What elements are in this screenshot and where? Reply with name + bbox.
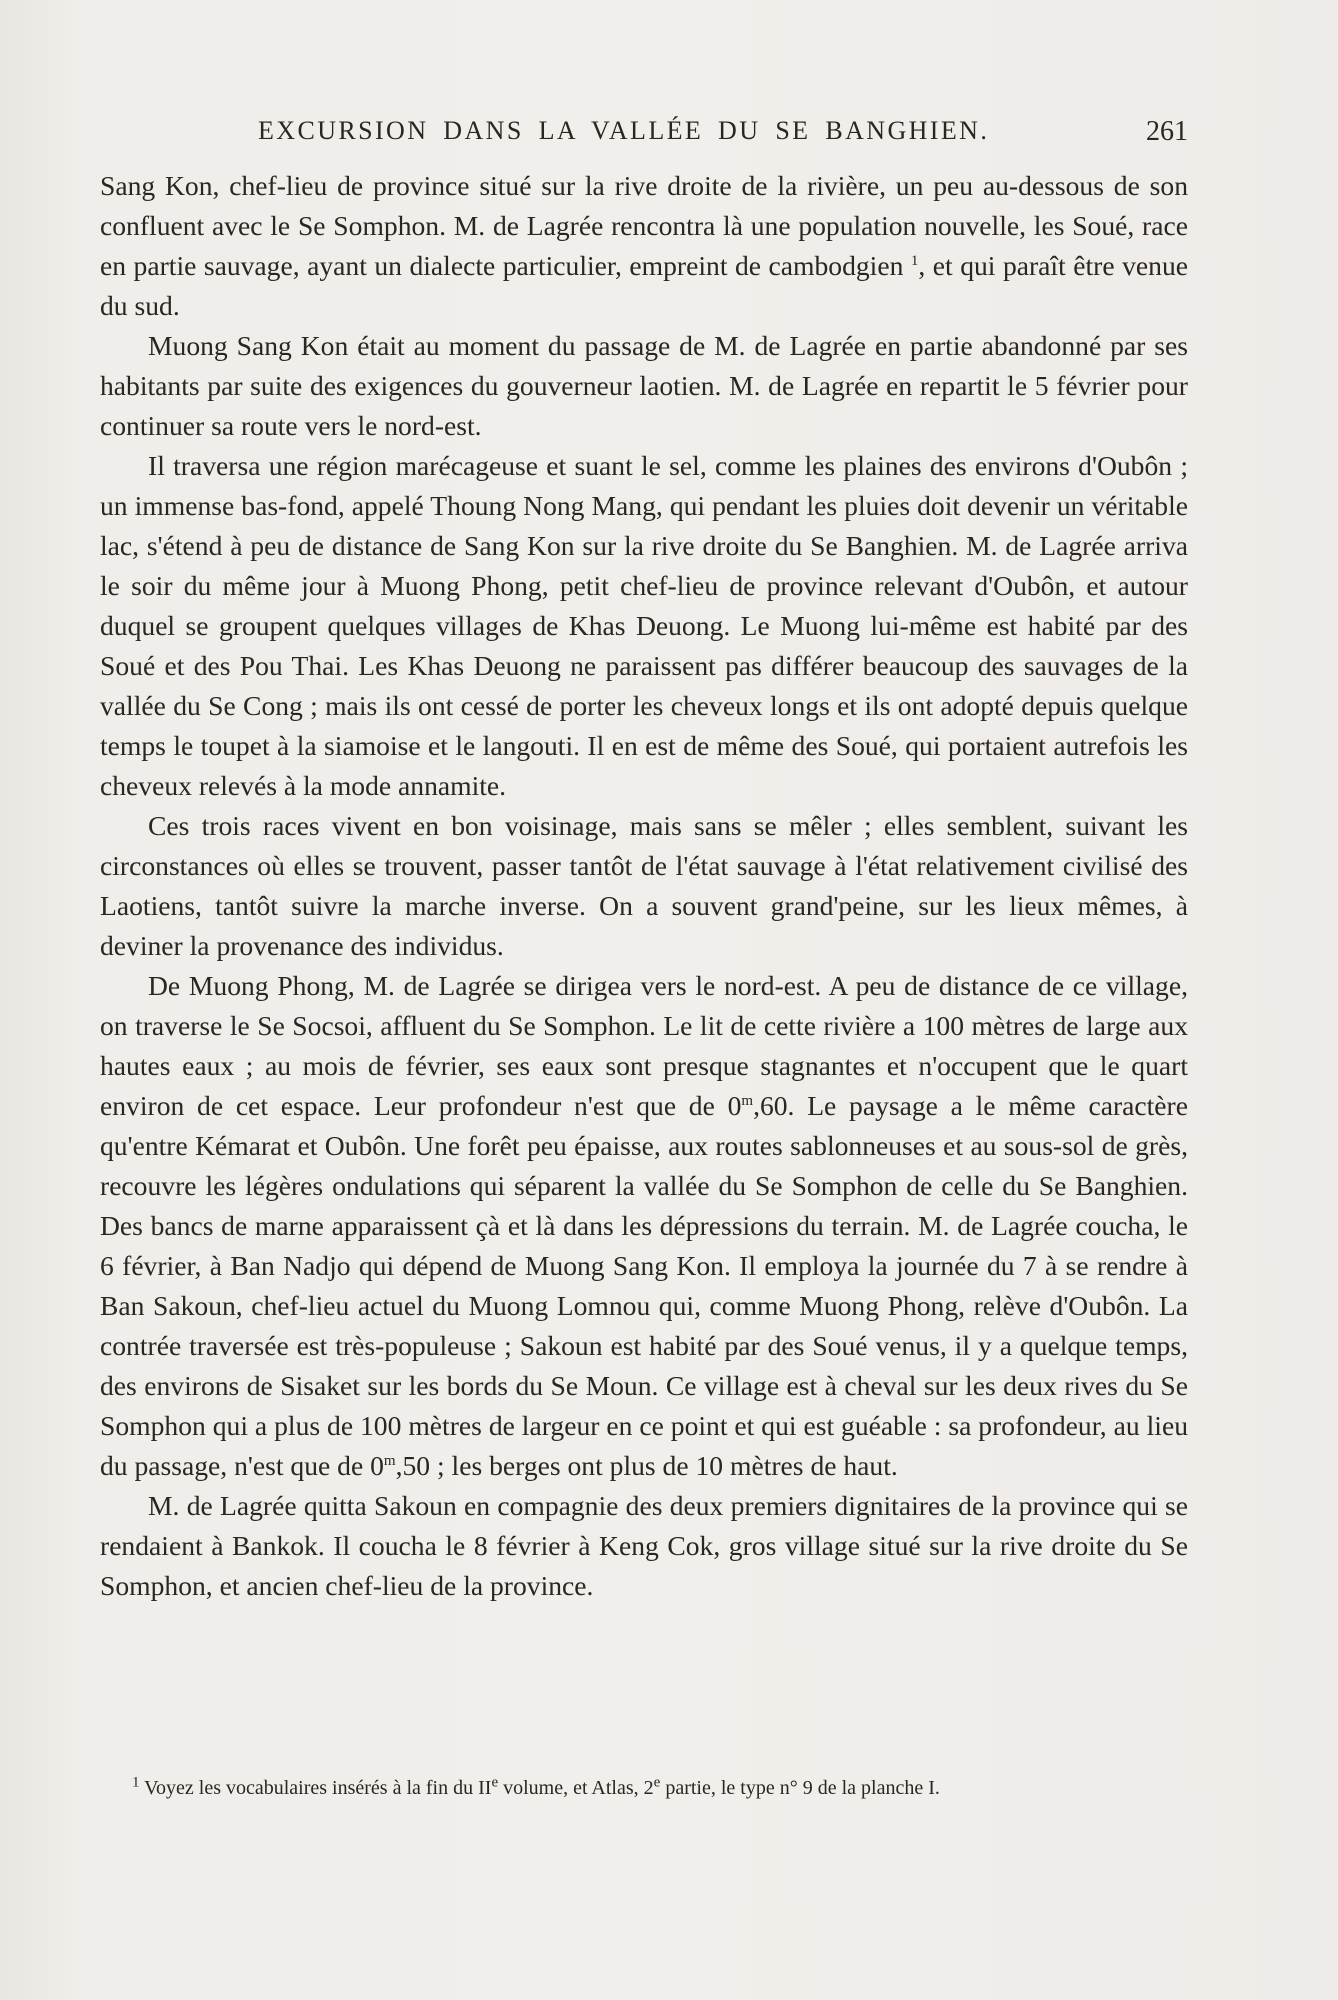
page-number: 261 — [1146, 116, 1188, 147]
paragraph-5: De Muong Phong, M. de Lagrée se dirigea vers le nord-est. A peu de distance de ce village, on traverse le Se Socsoi, affluent du Se Somphon. Le lit de cette rivière a 100 mètres de large aux hautes eaux ; au mois de février, ses eaux sont presque stagnantes et n'occupent que le quart environ de cet espace. Leur profondeur n'est que de 0$^m$,60. Le paysage a le même caractère qu'entre Kémarat et Oubôn. Une forêt peu épaisse, aux routes sablonneuses et au sous-sol de grès, recouvre les légères ondulations qui séparent la vallée du Se Somphon de celle du Se Banghien. Des bancs de marne apparaissent çà et là dans les dépressions du terrain. M. de Lagrée coucha, le 6 février, à Ban Nadjo qui dépend de Muong Sang Kon. Il employa la journée du 7 à se rendre à Ban Sakoun, chef-lieu actuel du Muong Lomnou qui, comme Muong Phong, relève d'Oubôn. La contrée traversée est très-populeuse ; Sakoun est habité par des Soué venus, il y a quelque temps, des environs de Sisaket sur les bords du Se Moun. Ce village est à cheval sur les deux rives du Se Somphon qui a plus de 100 mètres de largeur en ce point et qui est guéable : sa profondeur, au lieu du passage, n'est que de 0$^m$,50 ; les berges ont plus de 10 mètres de haut. — [100, 970, 1188, 1481]
paragraph-4: Ces trois races vivent en bon voisinage, mais sans se mêler ; elles semblent, suivant les circonstances où elles se trouvent, passer tantôt de l'état sauvage à l'état relativement civilisé des Laotiens, tantôt suivre la marche inverse. On a souvent grand'peine, sur les lieux mêmes, à deviner la provenance des individus. — [100, 810, 1188, 961]
running-title: EXCURSION DANS LA VALLÉE DU SE BANGHIEN. — [258, 116, 990, 145]
page-header — [98, 112, 1188, 158]
paragraph-1: Sang Kon, chef-lieu de province situé sur la rive droite de la rivière, un peu au-dessous de son confluent avec le Se Somphon. M. de Lagrée rencontra là une population nouvelle, les Soué, race en partie sauvage, ayant un dialecte particulier, empreint de cambodgien $^1$, et qui paraît être venue du sud. — [100, 170, 1188, 321]
footnote: $^1$ Voyez les vocabulaires insérés à la fin du IIe volume, et Atlas, 2e partie, le type n° 9 de la planche I. — [132, 1774, 940, 1799]
body-text — [100, 166, 1188, 1606]
footnote-marker: 1 — [132, 1774, 140, 1791]
paragraph-3: Il traversa une région marécageuse et suant le sel, comme les plaines des environs d'Oubôn ; un immense bas-fond, appelé Thoung Nong Mang, qui pendant les pluies doit devenir un véritable lac, s'étend à peu de distance de Sang Kon sur la rive droite du Se Banghien. M. de Lagrée arriva le soir du même jour à Muong Phong, petit chef-lieu de province relevant d'Oubôn, et autour duquel se groupent quelques villages de Khas Deuong. Le Muong lui-même est habité par des Soué et des Pou Thai. Les Khas Deuong ne paraissent pas différer beaucoup des sauvages de la vallée du Se Cong ; mais ils ont cessé de porter les cheveux longs et ils ont adopté depuis quelque temps le toupet à la siamoise et le langouti. Il en est de même des Soué, qui portaient autrefois les cheveux relevés à la mode annamite. — [100, 450, 1188, 801]
footnote-reference: 1 — [910, 252, 919, 269]
paragraph-6: M. de Lagrée quitta Sakoun en compagnie des deux premiers dignitaires de la province qui se rendaient à Bankok. Il coucha le 8 février à Keng Cok, gros village situé sur la rive droite du Se Somphon, et ancien chef-lieu de la province. — [100, 1490, 1188, 1601]
paragraph-2: Muong Sang Kon était au moment du passage de M. de Lagrée en partie abandonné par ses habitants par suite des exigences du gouverneur laotien. M. de Lagrée en repartit le 5 février pour continuer sa route vers le nord-est. — [100, 330, 1188, 441]
